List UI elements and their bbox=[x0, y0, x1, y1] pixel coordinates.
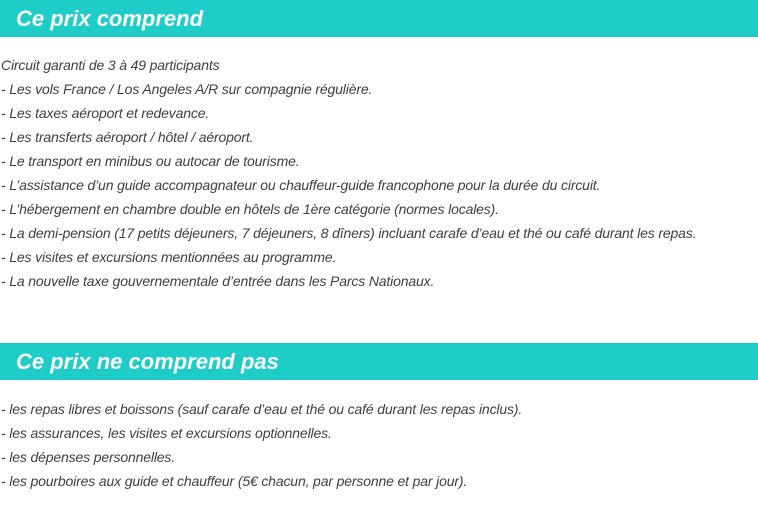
list-item: - L’hébergement en chambre double en hôtels de 1ère catégorie (normes locales). bbox=[1, 201, 499, 217]
list-item: - La nouvelle taxe gouvernementale d’entrée dans les Parcs Nationaux. bbox=[1, 273, 435, 289]
list-item: - Les vols France / Los Angeles A/R sur compagnie régulière. bbox=[1, 81, 373, 97]
list-item: - La demi-pension (17 petits déjeuners, 7 déjeuners, 8 dîners) incluant carafe d’eau et thé ou café durant les repas. bbox=[1, 225, 697, 241]
list-item: - Les visites et excursions mentionnées au programme. bbox=[1, 249, 337, 265]
price-includes-list bbox=[0, 53, 758, 293]
price-excludes-header: Ce prix ne comprend pas bbox=[0, 343, 758, 380]
price-includes-header: Ce prix comprend bbox=[0, 0, 758, 37]
list-item: Circuit garanti de 3 à 49 participants bbox=[1, 57, 220, 73]
list-item: - les dépenses personnelles. bbox=[1, 449, 176, 465]
list-item: - les assurances, les visites et excursions optionnelles. bbox=[1, 425, 332, 441]
price-excludes-list bbox=[0, 397, 758, 493]
price-excludes-section bbox=[0, 343, 758, 493]
list-item: - Les taxes aéroport et redevance. bbox=[1, 105, 210, 121]
list-item: - les repas libres et boissons (sauf carafe d’eau et thé ou café durant les repas inclus). bbox=[1, 401, 523, 417]
list-item: - L’assistance d’un guide accompagnateur ou chauffeur-guide francophone pour la durée du circuit. bbox=[1, 177, 601, 193]
list-item: - Le transport en minibus ou autocar de tourisme. bbox=[1, 153, 300, 169]
list-item: - Les transferts aéroport / hôtel / aéroport. bbox=[1, 129, 254, 145]
list-item: - les pourboires aux guide et chauffeur (5€ chacun, par personne et par jour). bbox=[1, 473, 468, 489]
